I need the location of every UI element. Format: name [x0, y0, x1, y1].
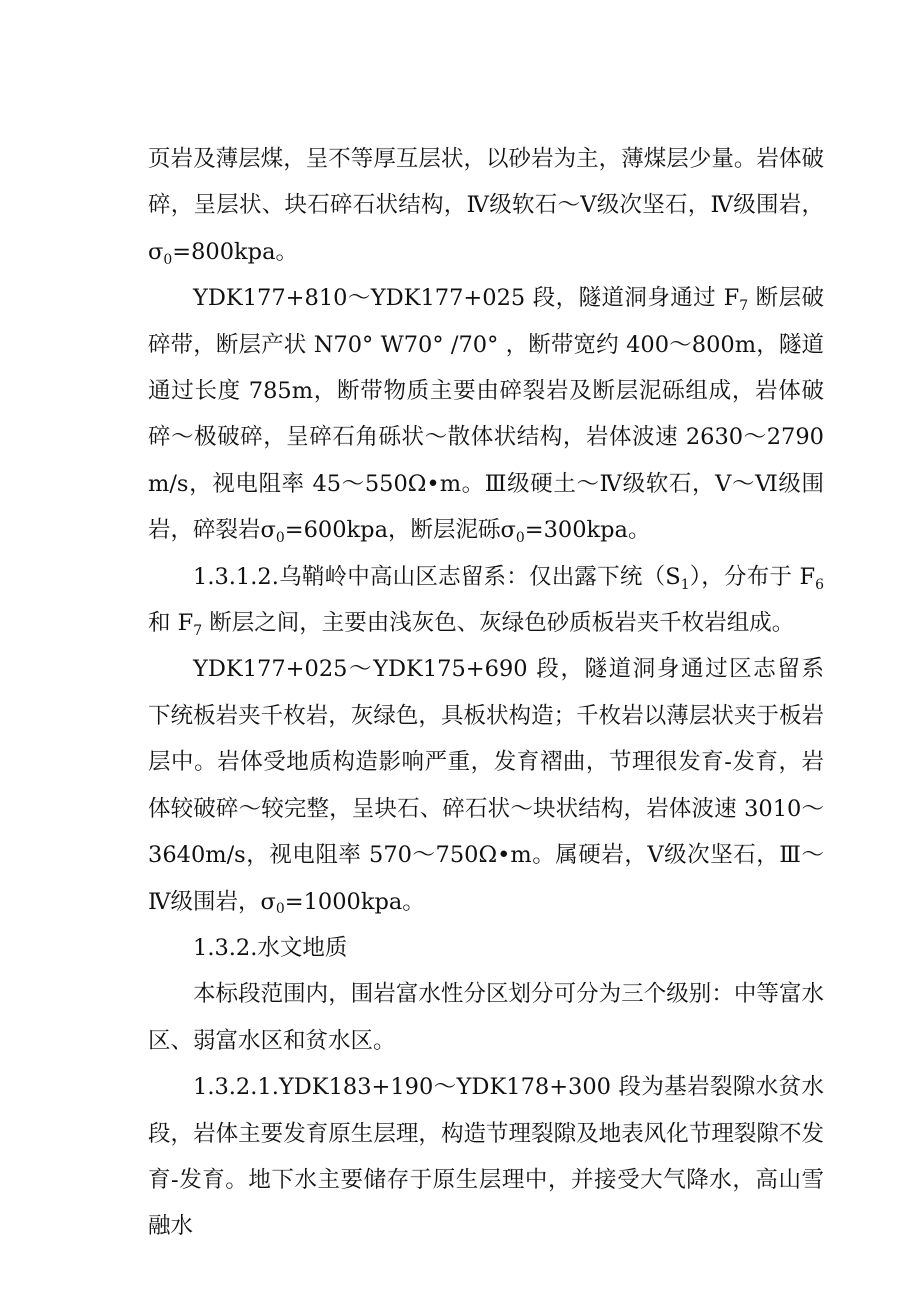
- text-run: 1.3.2.1.YDK183+190～YDK178+300 段为基岩裂隙水贫水段，岩体主要发育原生层理，构造节理裂隙及地表风化节理裂隙不发育-发育。地下水主要储存于原生层理中，并接受大气降水，高山雪融水: [148, 1074, 824, 1240]
- subscript: 7: [739, 298, 749, 315]
- text-run: =600kpa，断层泥砾σ: [284, 517, 516, 544]
- document-body: [148, 136, 824, 1250]
- paragraph-p2: [148, 275, 824, 553]
- paragraph-p5: [148, 925, 824, 971]
- text-run: 本标段范围内，围岩富水性分区划分可分为三个级别：中等富水区、弱富水区和贫水区。: [148, 981, 824, 1054]
- text-run: ），分布于 F: [689, 563, 816, 590]
- text-run: =1000kpa。: [284, 888, 425, 915]
- text-run: 和 F: [148, 610, 194, 637]
- text-run: =800kpa。: [172, 238, 298, 265]
- paragraph-p4: [148, 646, 824, 924]
- text-run: 1.3.1.2.乌鞘岭中高山区志留系：仅出露下统（S: [193, 563, 681, 590]
- text-run: 断层之间，主要由浅灰色、灰绿色砂质板岩夹千枚岩组成。: [202, 610, 795, 637]
- paragraph-p1: [148, 136, 824, 275]
- text-run: 断层破碎带，断层产状 N70° W70° /70° ，断带宽约 400～800m，隧道通过长度 785m，断带物质主要由碎裂岩及断层泥砾组成，岩体破碎～极破碎，呈碎石角砾状～散体状结构，岩体波速 2630～2790m/s，视电阻率 45～550Ω•m。Ⅲ级硬土～Ⅳ级软石，Ⅴ～Ⅵ级围岩，碎裂岩σ: [148, 285, 824, 544]
- subscript: 0: [163, 251, 173, 268]
- paragraph-p6: [148, 971, 824, 1064]
- text-run: 页岩及薄层煤，呈不等厚互层状，以砂岩为主，薄煤层少量。岩体破碎，呈层状、块石碎石状结构，Ⅳ级软石～Ⅴ级次坚石，Ⅳ级围岩，σ: [148, 146, 824, 265]
- subscript: 1: [680, 576, 690, 593]
- subscript: 6: [815, 576, 824, 593]
- paragraph-p3: [148, 554, 824, 647]
- text-run: YDK177+025～YDK175+690 段，隧道洞身通过区志留系下统板岩夹千枚岩，灰绿色，具板状构造；千枚岩以薄层状夹于板岩层中。岩体受地质构造影响严重，发育褶曲，节理很发育-发育，岩体较破碎～较完整，呈块石、碎石状～块状结构，岩体波速 3010～3640m/s，视电阻率 570～750Ω•m。属硬岩，Ⅴ级次坚石，Ⅲ～Ⅳ级围岩，σ: [148, 656, 824, 915]
- text-run: 1.3.2.水文地质: [193, 934, 348, 961]
- paragraph-p7: [148, 1064, 824, 1250]
- text-run: YDK177+810～YDK177+025 段，隧道洞身通过 F: [193, 285, 740, 312]
- subscript: 7: [193, 622, 203, 639]
- subscript: 0: [275, 530, 285, 547]
- subscript: 0: [275, 901, 285, 918]
- subscript: 0: [515, 530, 525, 547]
- text-run: =300kpa。: [524, 517, 651, 544]
